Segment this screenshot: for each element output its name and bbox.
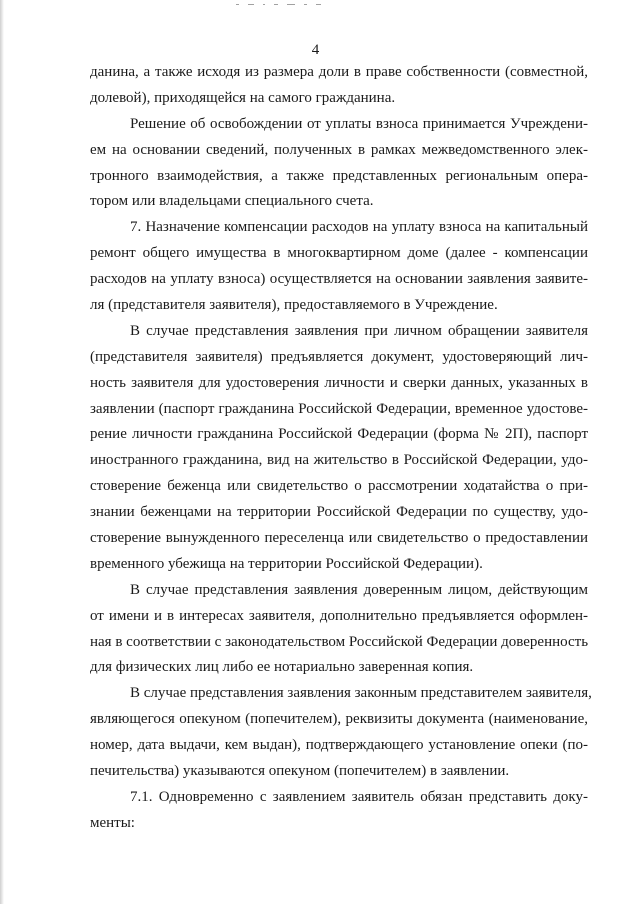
text-line: знании беженцами на территории Российской Федерации по существу, удо- [90,504,588,521]
document-body [90,60,592,837]
paragraph [90,112,588,216]
text-line: заявлении (паспорт гражданина Российской Федерации, временное удостове- [90,400,588,417]
text-line: расходов на уплату взноса) осуществляется на основании заявления заявите- [90,271,588,288]
paragraph [90,215,588,319]
text-line: ность заявителя для удостоверения личности и сверки данных, указанных в [90,374,588,391]
scan-edge-shadow [0,0,4,904]
paragraph [90,60,588,112]
text-line: ная в соответствии с законодательством Российской Федерации доверенность [90,633,589,650]
text-line: 7. Назначение компенсации расходов на уплату взноса на капитальный [130,219,588,236]
text-line: для физических лиц либо ее нотариально заверенная копия. [90,659,474,676]
text-line: Решение об освобождении от уплаты взноса принимается Учреждени- [130,115,588,132]
text-line: рение личности гражданина Российской Федерации (форма № 2П), паспорт [90,426,588,443]
text-line: тронного взаимодействия, а также представленных региональным опера- [90,167,588,184]
text-line: печительства) указываются опекуном (попечителем) в заявлении. [90,763,510,780]
text-line: ля (представителя заявителя), предоставляемого в Учреждение. [90,297,498,314]
page-number: 4 [311,42,320,58]
text-line: номер, дата выдачи, кем выдан), подтверждающего установление опеки (по- [90,737,588,754]
text-line: В случае представления заявления доверенным лицом, действующим [130,581,588,598]
text-line: долевой), приходящейся на самого гражданина. [90,89,396,106]
text-line: временного убежища на территории Российской Федерации). [90,555,483,572]
text-line: тором или владельцами специального счета. [90,193,374,210]
text-line: данина, а также исходя из размера доли в праве собственности (совместной, [90,64,588,80]
scan-artifact [236,4,386,10]
text-line: менты: [90,814,135,831]
text-line: 7.1. Одновременно с заявлением заявитель обязан представить доку- [130,788,588,805]
text-line: В случае представления заявления при личном обращении заявителя [130,322,588,339]
paragraph [90,785,588,837]
text-line: от имени и в интересах заявителя, дополнительно предъявляется оформлен- [90,607,588,624]
text-line: иностранного гражданина, вид на жительство в Российской Федерации, удо- [90,452,588,469]
text-line: стоверение вынужденного переселенца или свидетельство о предоставлении [90,530,588,547]
text-line: ремонт общего имущества в многоквартирном доме (далее - компенсации [90,245,588,262]
paragraph [90,681,592,785]
paragraph [90,319,588,578]
text-line: (представителя заявителя) предъявляется документ, удостоверяющий лич- [90,348,588,365]
text-line: стоверение беженца или свидетельство о рассмотрении ходатайства о при- [90,478,588,495]
text-line: ем на основании сведений, полученных в рамках межведомственного элек- [90,141,588,158]
text-line: В случае представления заявления законным представителем заявителя, [130,685,592,702]
text-line: являющегося опекуном (попечителем), реквизиты документа (наименование, [90,711,588,728]
paragraph [90,578,588,682]
